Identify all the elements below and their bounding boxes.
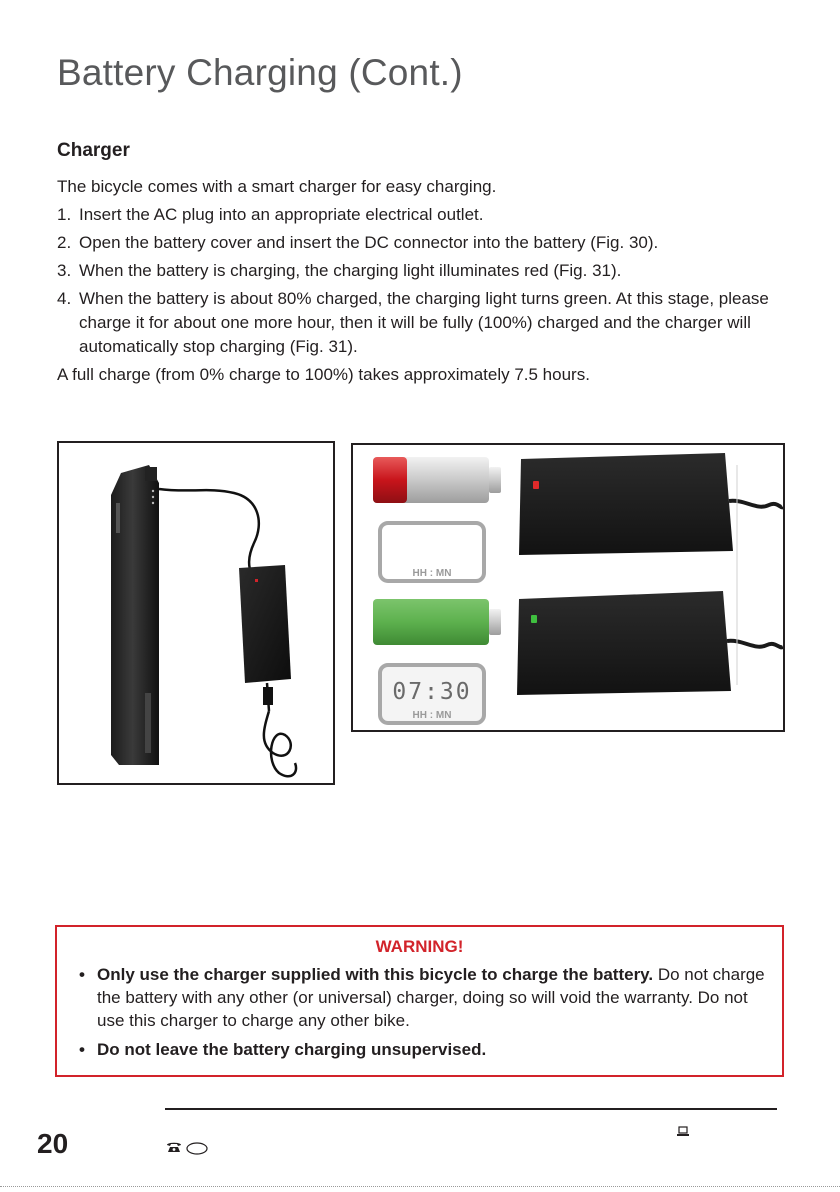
step-number: 1. [57,205,72,224]
oval-icon [186,1142,208,1155]
battery-pack [111,465,159,765]
bullet: • [79,1040,85,1059]
step-text: Open the battery cover and insert the DC connector into the battery (Fig. 30). [79,233,659,252]
timer-label: HH : MN [412,710,452,721]
figure-30-battery-charger-photo [57,441,335,785]
page-number: 20 [37,1128,69,1159]
bullet: • [79,965,85,984]
step-number: 4. [57,289,72,308]
intro-paragraph: The bicycle comes with a smart charger for easy charging. [57,177,497,196]
step-number: 3. [57,261,72,280]
step-4 [57,287,797,359]
timer-label: HH : MN [412,568,452,579]
figure-31-charging-states [351,443,785,732]
warning-item-2-bold: Do not leave the battery charging unsupervised. [97,1040,487,1059]
step-text: When the battery is about 80% charged, the charging light turns green. At this stage, please charge it for about one more hour, then it will be fully (100%) charged and the charger will automatically stop charging (Fig. 31). [79,289,769,356]
charger-brick [239,565,291,683]
charger-green-light [517,591,783,695]
indicator-light-green [531,615,537,623]
warning-title: WARNING! [375,937,464,956]
step-2 [57,231,797,255]
charger-red-light [519,453,783,555]
timer-display-empty [380,523,484,581]
phone-icon [166,1141,182,1153]
battery-charger-illustration [59,443,333,783]
step-text: When the battery is charging, the charging light illuminates red (Fig. 31). [79,261,622,280]
timer-display-value [380,665,484,723]
page-title: Battery Charging (Cont.) [57,52,463,93]
indicator-light-red [533,481,539,489]
laptop-icon [676,1126,690,1138]
warning-item-1-bold: Only use the charger supplied with this bicycle to charge the battery. [97,965,654,984]
warning-box [55,925,784,1077]
step-3 [57,259,797,283]
warning-item-2 [79,1038,769,1061]
outro-paragraph: A full charge (from 0% charge to 100%) takes approximately 7.5 hours. [57,365,590,384]
step-text: Insert the AC plug into an appropriate electrical outlet. [79,205,484,224]
dc-cable [159,489,259,571]
warning-item-1-text: Do not charge the battery with any other (or universal) charger, doing so will void the warranty. Do not use this charger to charge any other bike. [97,965,765,1030]
warning-item-1 [79,963,769,1032]
warning-list [79,963,769,1067]
battery-icon-green [373,599,501,645]
charger-instructions [57,175,797,391]
charging-states-illustration [353,445,783,730]
charging-light [255,579,258,582]
step-number: 2. [57,233,72,252]
battery-icon-red [373,457,501,503]
step-1 [57,203,797,227]
section-heading-charger: Charger [57,140,130,161]
timer-value: 07:30 [392,679,472,705]
footer-rule [165,1108,777,1110]
page-edge-dotted-line [0,1186,840,1187]
